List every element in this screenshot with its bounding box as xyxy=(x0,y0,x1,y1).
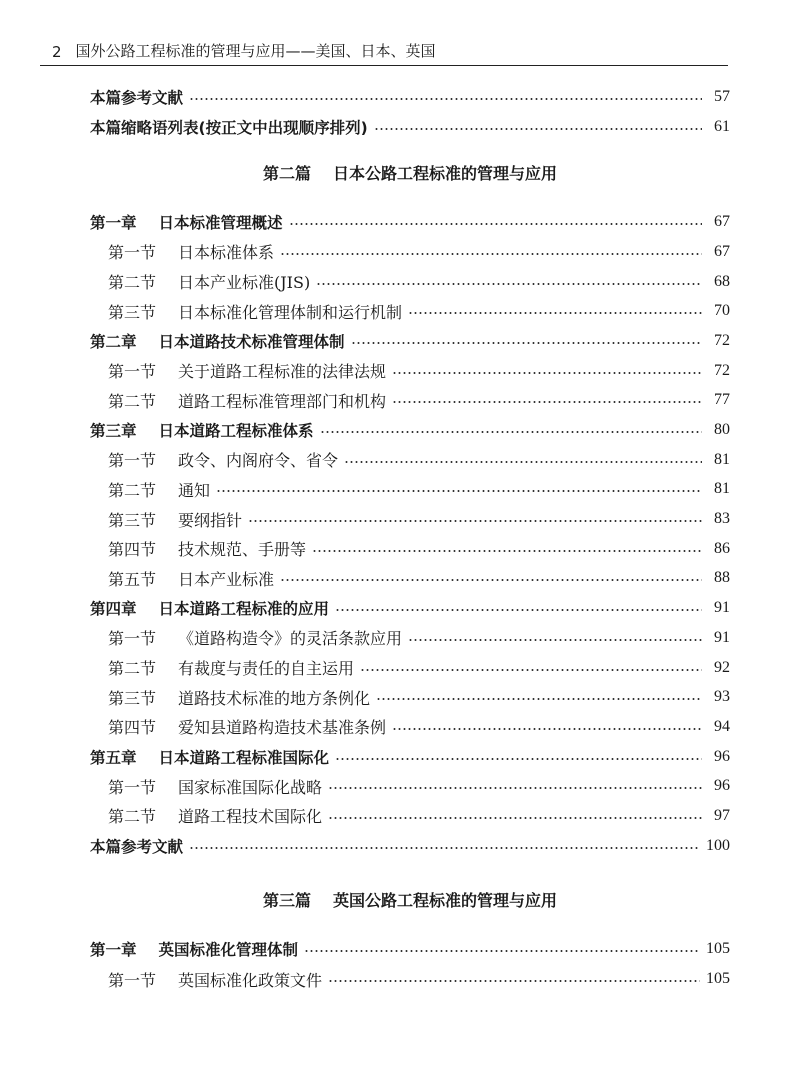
table-of-contents xyxy=(90,82,730,994)
toc-chapter-entry xyxy=(90,935,730,965)
entry-number: 第四节 xyxy=(108,540,157,560)
entry-page-number: 68 xyxy=(714,272,730,290)
dot-leader xyxy=(289,223,702,225)
entry-title: 英国标准化管理体制 xyxy=(158,941,299,960)
entry-number: 第一节 xyxy=(108,777,157,797)
dot-leader xyxy=(280,253,702,255)
dot-leader xyxy=(374,128,702,130)
entry-number: 第二节 xyxy=(108,480,157,500)
entry-title: 关于道路工程标准的法律法规 xyxy=(178,362,387,382)
toc-chapter-entry xyxy=(90,593,730,623)
entry-page-number: 57 xyxy=(714,87,730,105)
entry-title: 要纲指针 xyxy=(178,510,243,530)
entry-number: 第一节 xyxy=(108,451,157,471)
entry-number: 第一章 xyxy=(90,214,137,233)
entry-page-number: 91 xyxy=(714,628,730,646)
toc-section-entry xyxy=(90,445,730,475)
dot-leader xyxy=(335,609,702,611)
toc-section-entry xyxy=(90,296,730,326)
entry-title: 道路技术标准的地方条例化 xyxy=(178,688,371,708)
entry-number: 第三节 xyxy=(108,302,157,322)
dot-leader xyxy=(189,98,702,100)
dot-leader xyxy=(189,847,700,849)
dot-leader xyxy=(316,283,702,285)
entry-title: 本篇参考文献 xyxy=(90,837,184,856)
page-number: 2 xyxy=(52,43,62,61)
dot-leader xyxy=(344,461,702,463)
toc-section-entry xyxy=(90,623,730,653)
entry-number: 第二节 xyxy=(108,807,157,827)
toc-section-entry xyxy=(90,475,730,505)
dot-leader xyxy=(351,342,702,344)
toc-chapter-entry xyxy=(90,207,730,237)
dot-leader xyxy=(360,669,702,671)
entry-page-number: 72 xyxy=(714,331,730,349)
entry-number: 第二章 xyxy=(90,332,137,351)
toc-section-entry xyxy=(90,237,730,267)
dot-leader xyxy=(280,579,702,581)
part3-entries xyxy=(90,935,730,994)
entry-title: 技术规范、手册等 xyxy=(178,540,307,560)
entry-page-number: 67 xyxy=(714,213,730,231)
toc-section-entry xyxy=(90,504,730,534)
part2-heading xyxy=(90,147,730,197)
entry-title: 日本产业标准 xyxy=(178,569,275,589)
part1-tail-entries xyxy=(90,82,730,141)
entry-page-number: 96 xyxy=(714,747,730,765)
entry-page-number: 81 xyxy=(714,450,730,468)
entry-title: 日本道路工程标准体系 xyxy=(158,422,314,441)
dot-leader xyxy=(248,520,702,522)
entry-page-number: 81 xyxy=(714,480,730,498)
dot-leader xyxy=(304,950,700,952)
part3-heading xyxy=(90,875,730,925)
entry-page-number: 92 xyxy=(714,658,730,676)
entry-title: 通知 xyxy=(178,480,211,500)
entry-title: 日本产业标准(JIS) xyxy=(178,273,311,293)
dot-leader xyxy=(408,639,702,641)
dot-leader xyxy=(376,698,702,700)
entry-number: 第三章 xyxy=(90,422,137,441)
entry-number: 第三节 xyxy=(108,688,157,708)
entry-title: 日本标准化管理体制和运行机制 xyxy=(178,302,403,322)
entry-number: 第二节 xyxy=(108,659,157,679)
part2-label: 第二篇 xyxy=(262,163,311,183)
dot-leader xyxy=(392,728,702,730)
dot-leader xyxy=(312,550,702,552)
dot-leader xyxy=(392,372,702,374)
toc-section-entry xyxy=(90,356,730,386)
entry-title: 日本标准管理概述 xyxy=(158,214,283,233)
toc-section-entry xyxy=(90,712,730,742)
toc-chapter-entry xyxy=(90,82,730,112)
toc-chapter-entry xyxy=(90,326,730,356)
toc-section-entry xyxy=(90,564,730,594)
entry-number: 第一节 xyxy=(108,629,157,649)
entry-page-number: 88 xyxy=(714,569,730,587)
toc-section-entry xyxy=(90,653,730,683)
toc-section-entry xyxy=(90,682,730,712)
book-title: 国外公路工程标准的管理与应用——美国、日本、英国 xyxy=(75,42,436,60)
toc-section-entry xyxy=(90,534,730,564)
toc-section-entry xyxy=(90,267,730,297)
part2-title: 日本公路工程标准的管理与应用 xyxy=(333,163,558,183)
dot-leader xyxy=(216,490,702,492)
toc-chapter-entry xyxy=(90,415,730,445)
entry-page-number: 86 xyxy=(714,539,730,557)
dot-leader xyxy=(392,401,702,403)
dot-leader xyxy=(328,980,700,982)
dot-leader xyxy=(335,758,702,760)
entry-number: 第四节 xyxy=(108,718,157,738)
entry-page-number: 94 xyxy=(714,717,730,735)
entry-title: 道路工程标准管理部门和机构 xyxy=(178,391,387,411)
entry-page-number: 80 xyxy=(714,421,730,439)
entry-page-number: 70 xyxy=(714,302,730,320)
entry-title: 道路工程技术国际化 xyxy=(178,807,323,827)
entry-page-number: 100 xyxy=(706,836,730,854)
dot-leader xyxy=(408,312,702,314)
entry-title: 《道路构造令》的灵活条款应用 xyxy=(178,629,403,649)
entry-page-number: 77 xyxy=(714,391,730,409)
part3-label: 第三篇 xyxy=(262,891,311,910)
entry-title: 日本道路工程标准的应用 xyxy=(158,600,330,619)
entry-number: 第一节 xyxy=(108,970,157,990)
entry-page-number: 97 xyxy=(714,806,730,824)
toc-section-entry xyxy=(90,386,730,416)
toc-chapter-entry xyxy=(90,112,730,142)
toc-section-entry xyxy=(90,801,730,831)
entry-page-number: 93 xyxy=(714,688,730,706)
part3-title: 英国公路工程标准的管理与应用 xyxy=(333,891,558,910)
entry-number: 第一节 xyxy=(108,362,157,382)
entry-number: 第二节 xyxy=(108,273,157,293)
entry-title: 英国标准化政策文件 xyxy=(178,970,323,990)
entry-number: 第四章 xyxy=(90,600,137,619)
part2-entries xyxy=(90,207,730,860)
dot-leader xyxy=(328,787,702,789)
entry-number: 第五章 xyxy=(90,748,137,767)
toc-chapter-entry xyxy=(90,742,730,772)
entry-title: 日本道路技术标准管理体制 xyxy=(158,332,345,351)
entry-page-number: 105 xyxy=(706,940,730,958)
entry-number: 第一节 xyxy=(108,243,157,263)
toc-chapter-entry xyxy=(90,831,730,861)
entry-title: 政令、内阁府令、省令 xyxy=(178,451,339,471)
entry-title: 爱知县道路构造技术基准条例 xyxy=(178,718,387,738)
entry-page-number: 67 xyxy=(714,242,730,260)
toc-section-entry xyxy=(90,964,730,994)
entry-number: 第一章 xyxy=(90,941,137,960)
entry-number: 第五节 xyxy=(108,569,157,589)
toc-section-entry xyxy=(90,771,730,801)
entry-page-number: 91 xyxy=(714,599,730,617)
dot-leader xyxy=(320,431,702,433)
entry-title: 国家标准国际化战略 xyxy=(178,777,323,797)
entry-title: 本篇缩略语列表(按正文中出现顺序排列) xyxy=(90,118,368,137)
entry-title: 有裁度与责任的自主运用 xyxy=(178,659,355,679)
entry-title: 日本道路工程标准国际化 xyxy=(158,748,330,767)
entry-page-number: 72 xyxy=(714,361,730,379)
entry-page-number: 96 xyxy=(714,777,730,795)
entry-number: 第二节 xyxy=(108,391,157,411)
entry-page-number: 83 xyxy=(714,510,730,528)
running-header xyxy=(40,38,728,66)
entry-page-number: 61 xyxy=(714,117,730,135)
entry-page-number: 105 xyxy=(706,970,730,988)
entry-number: 第三节 xyxy=(108,510,157,530)
entry-title: 本篇参考文献 xyxy=(90,88,184,107)
entry-title: 日本标准体系 xyxy=(178,243,275,263)
dot-leader xyxy=(328,817,702,819)
